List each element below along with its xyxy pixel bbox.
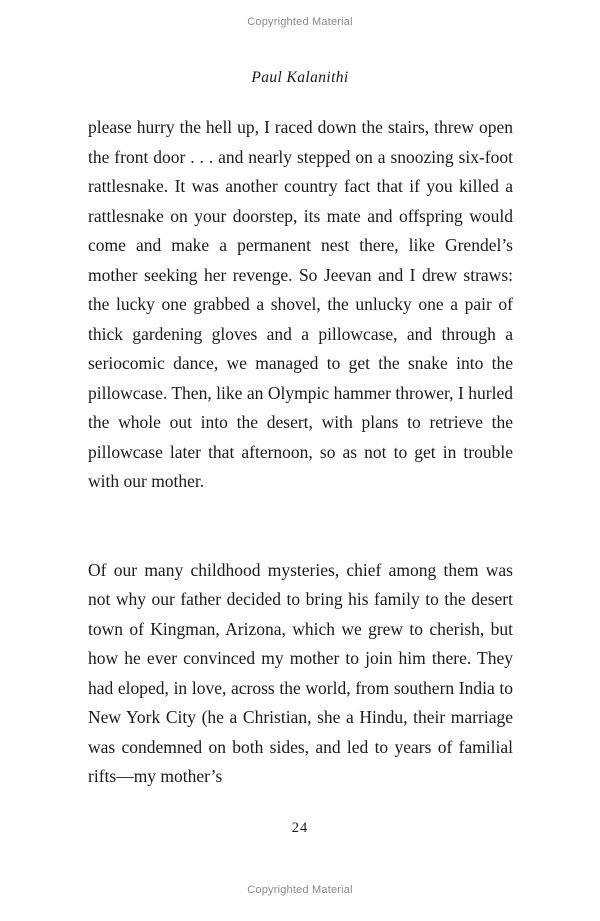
copyright-notice-top: Copyrighted Material [247, 16, 353, 28]
body-text-block [88, 113, 513, 792]
section-break [88, 497, 513, 556]
paragraph-2: Of our many childhood mysteries, chief among them was not why our father decided to bring his family to the desert town of Kingman, Arizona, which we grew to cherish, but how he ever convinced my mother to join him there. They had eloped, in love, across the world, from southern India to New York City (he a Christian, she a Hindu, their marriage was condemned on both sides, and led to years of familial rifts—my mother’s [88, 559, 513, 786]
running-head-author: Paul Kalanithi [251, 69, 349, 86]
page-number: 24 [291, 820, 309, 836]
paragraph-1: please hurry the hell up, I raced down the stairs, threw open the front door . . . and nearly stepped on a snoozing six-foot rattlesnake. It was another country fact that if you killed a rattlesnake on your doorstep, its mate and offspring would come and make a permanent nest there, like Grendel’s mother seeking her revenge. So Jeevan and I drew straws: the lucky one grabbed a shovel, the unlucky one a pair of thick gardening gloves and a pillowcase, and through a seriocomic dance, we managed to get the snake into the pillowcase. Then, like an Olympic hammer thrower, I hurled the whole out into the desert, with plans to retrieve the pillowcase later that afternoon, so as not to get in trouble with our mother. [88, 117, 513, 491]
copyright-notice-bottom: Copyrighted Material [247, 884, 353, 896]
